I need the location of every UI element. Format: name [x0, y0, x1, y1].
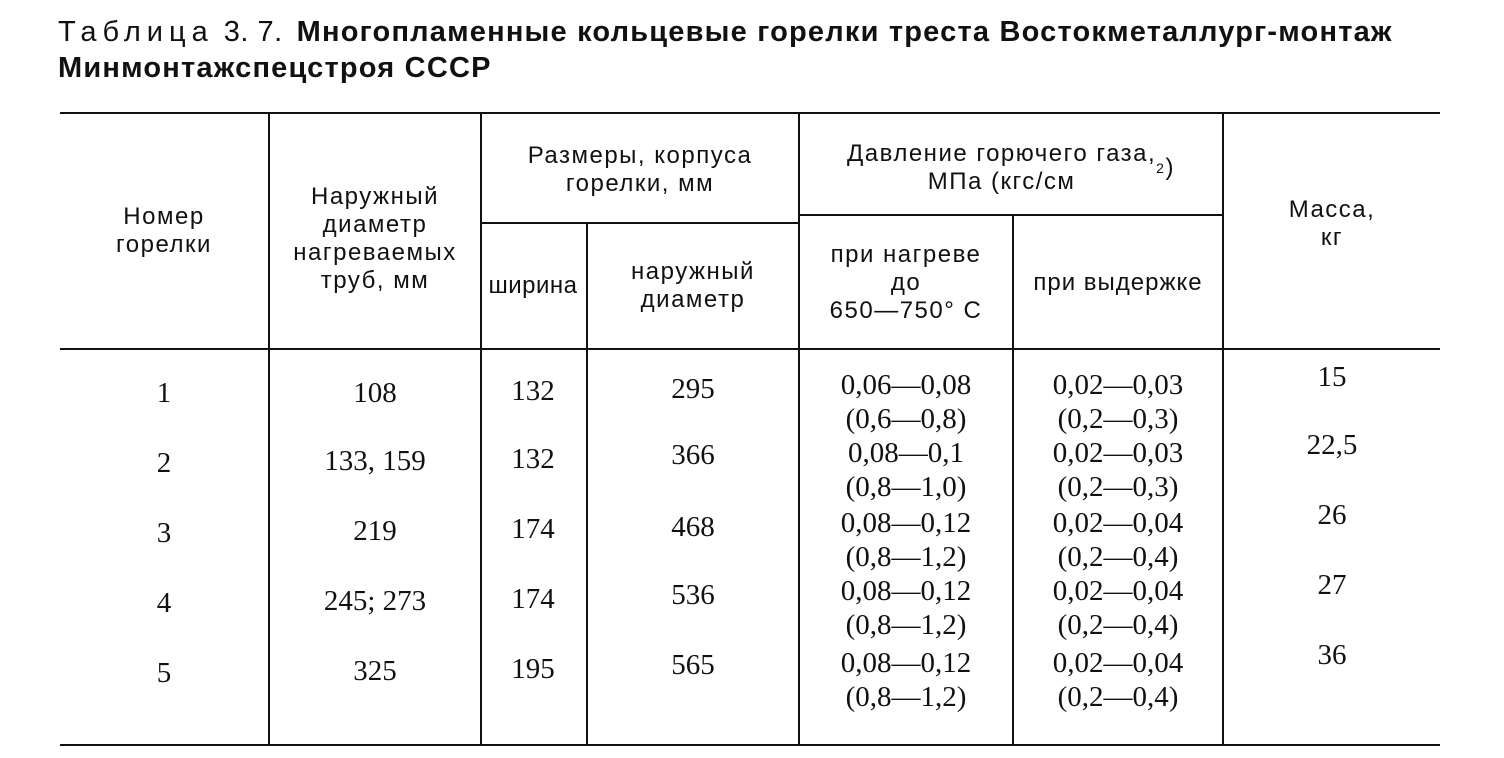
cell-heating: 0,08—0,12 (0,8—1,2)	[840, 575, 972, 641]
cell-mass: 36	[1317, 639, 1347, 671]
cell-mass: 26	[1317, 499, 1347, 531]
cell-outer-diameter: 219	[353, 515, 397, 547]
cell-burner-number: 5	[156, 657, 172, 689]
header-holding: при выдержке	[1033, 269, 1203, 296]
header-gas-pressure: Давление горючего газа, МПа (кгс/см 2 )	[847, 140, 1175, 195]
cell-body-outer-diameter: 565	[671, 649, 715, 681]
cell-heating: 0,08—0,12 (0,8—1,2)	[840, 647, 972, 713]
header-outer-diameter: Наружный диаметр нагреваемых труб, мм	[293, 183, 457, 294]
cell-outer-diameter: 108	[353, 377, 397, 409]
cell-width: 132	[511, 443, 555, 475]
header-heating: при нагреве до 650—750° С	[829, 241, 983, 324]
cell-holding: 0,02—0,03 (0,2—0,3)	[1052, 369, 1184, 435]
cell-holding: 0,02—0,03 (0,2—0,3)	[1052, 437, 1184, 503]
caption-lead: Таблица	[58, 16, 214, 48]
header-width: ширина	[488, 272, 578, 299]
burner-table	[60, 112, 1440, 746]
cell-holding: 0,02—0,04 (0,2—0,4)	[1052, 507, 1184, 573]
header-burner-number: Номер горелки	[116, 203, 212, 258]
cell-burner-number: 1	[156, 377, 172, 409]
gas-pressure-text: Давление горючего газа, МПа (кгс/см	[847, 140, 1157, 195]
cell-burner-number: 3	[156, 517, 172, 549]
caption-title: Многопламенные кольцевые горелки треста Востокметаллург-монтаж Минмонтажспецстроя СССР	[58, 16, 1393, 84]
header-bottom-rule	[60, 348, 1440, 350]
cell-mass: 22,5	[1306, 429, 1358, 461]
cell-holding: 0,02—0,04 (0,2—0,4)	[1052, 647, 1184, 713]
cell-burner-number: 2	[156, 447, 172, 479]
cell-body-outer-diameter: 536	[671, 579, 715, 611]
cell-mass: 27	[1317, 569, 1347, 601]
cell-body-outer-diameter: 366	[671, 439, 715, 471]
header-mass: Масса, кг	[1288, 196, 1376, 251]
cell-heating: 0,08—0,1 (0,8—1,0)	[845, 437, 967, 503]
cell-outer-diameter: 133, 159	[324, 445, 426, 477]
cell-outer-diameter: 325	[353, 655, 397, 687]
header-body-outer-diameter: наружный диаметр	[631, 258, 755, 313]
gas-pressure-close: )	[1165, 154, 1175, 181]
cell-width: 174	[511, 583, 555, 615]
cell-width: 174	[511, 513, 555, 545]
cell-body-outer-diameter: 468	[671, 511, 715, 543]
table-caption	[58, 14, 1448, 86]
cell-width: 195	[511, 653, 555, 685]
cell-heating: 0,06—0,08 (0,6—0,8)	[840, 369, 972, 435]
cell-burner-number: 4	[156, 587, 172, 619]
cell-holding: 0,02—0,04 (0,2—0,4)	[1052, 575, 1184, 641]
cell-heating: 0,08—0,12 (0,8—1,2)	[840, 507, 972, 573]
header-divider	[798, 214, 1222, 216]
cell-body-outer-diameter: 295	[671, 373, 715, 405]
caption-number: 3. 7.	[223, 16, 283, 48]
cell-outer-diameter: 245; 273	[323, 585, 427, 617]
header-body-sizes: Размеры, корпуса горелки, мм	[527, 142, 753, 197]
cell-mass: 15	[1317, 361, 1347, 393]
cell-width: 132	[511, 375, 555, 407]
